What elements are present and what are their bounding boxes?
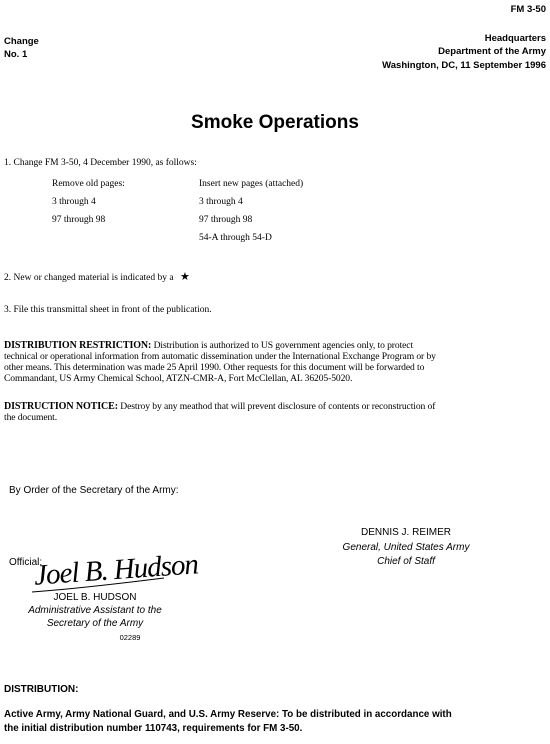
restriction-line: Distribution is authorized to US government agencies only, to protect bbox=[153, 340, 414, 351]
remove-header: Remove old pages: bbox=[52, 179, 125, 189]
destruction-line: Destroy by any meathod that will prevent disclosure of contents or reconstruction of bbox=[120, 401, 436, 412]
insert-page-row: 3 through 4 bbox=[199, 197, 243, 207]
distribution-heading: DISTRIBUTION: bbox=[4, 684, 79, 695]
distribution-restriction bbox=[4, 340, 544, 384]
insert-header: Insert new pages (attached) bbox=[199, 179, 304, 189]
doc-number: FM 3-50 bbox=[510, 4, 546, 15]
destruction-line: the document. bbox=[4, 412, 58, 423]
restriction-line: technical or operational information from automatic dissemination under the International Exchange Program or by bbox=[4, 351, 436, 362]
star-icon: ★ bbox=[180, 270, 190, 283]
department: Department of the Army bbox=[438, 46, 546, 57]
headquarters: Headquarters bbox=[484, 33, 546, 44]
insert-page-row: 54-A through 54-D bbox=[199, 233, 272, 243]
distribution-line: Active Army, Army National Guard, and U.S. Army Reserve: To be distributed in accordance with bbox=[4, 709, 452, 720]
change-label: Change bbox=[4, 36, 39, 47]
distribution-line: the initial distribution number 110743, requirements for FM 3-50. bbox=[4, 723, 303, 734]
by-order-line: By Order of the Secretary of the Army: bbox=[9, 485, 179, 496]
signature-flourish bbox=[30, 552, 170, 596]
official-title: Administrative Assistant to the bbox=[28, 605, 162, 616]
page-title: Smoke Operations bbox=[191, 112, 359, 133]
destruction-label: DISTRUCTION NOTICE: bbox=[4, 401, 118, 412]
chief-rank: General, United States Army bbox=[342, 542, 470, 553]
destruction-notice bbox=[4, 401, 544, 423]
item-2-label: 2. New or changed material is indicated by a bbox=[4, 273, 174, 283]
chief-title: Chief of Staff bbox=[377, 556, 435, 567]
location-date: Washington, DC, 11 September 1996 bbox=[382, 60, 546, 71]
restriction-line: other means. This determination was made 25 April 1990. Other requests for this document will be forwarded to bbox=[4, 362, 425, 373]
change-number: No. 1 bbox=[4, 49, 28, 60]
item-3-text: 3. File this transmittal sheet in front of the publication. bbox=[4, 305, 212, 315]
item-1-text: 1. Change FM 3-50, 4 December 1990, as follows: bbox=[4, 158, 197, 168]
chief-name: DENNIS J. REIMER bbox=[360, 527, 451, 538]
remove-page-row: 3 through 4 bbox=[52, 197, 96, 207]
restriction-label: DISTRIBUTION RESTRICTION: bbox=[4, 340, 152, 351]
official-label: Official: bbox=[9, 557, 43, 568]
item-2-text bbox=[4, 270, 190, 283]
official-name: JOEL B. HUDSON bbox=[53, 592, 137, 603]
remove-page-row: 97 through 98 bbox=[52, 215, 106, 225]
insert-page-row: 97 through 98 bbox=[199, 215, 253, 225]
official-title: Secretary of the Army bbox=[46, 618, 144, 629]
official-code: 02289 bbox=[119, 633, 141, 642]
signature: Joel B. Hudson bbox=[33, 548, 199, 592]
restriction-line: Commandant, US Army Chemical School, ATZN-CMR-A, Fort McClellan, AL 36205-5020. bbox=[4, 373, 353, 384]
